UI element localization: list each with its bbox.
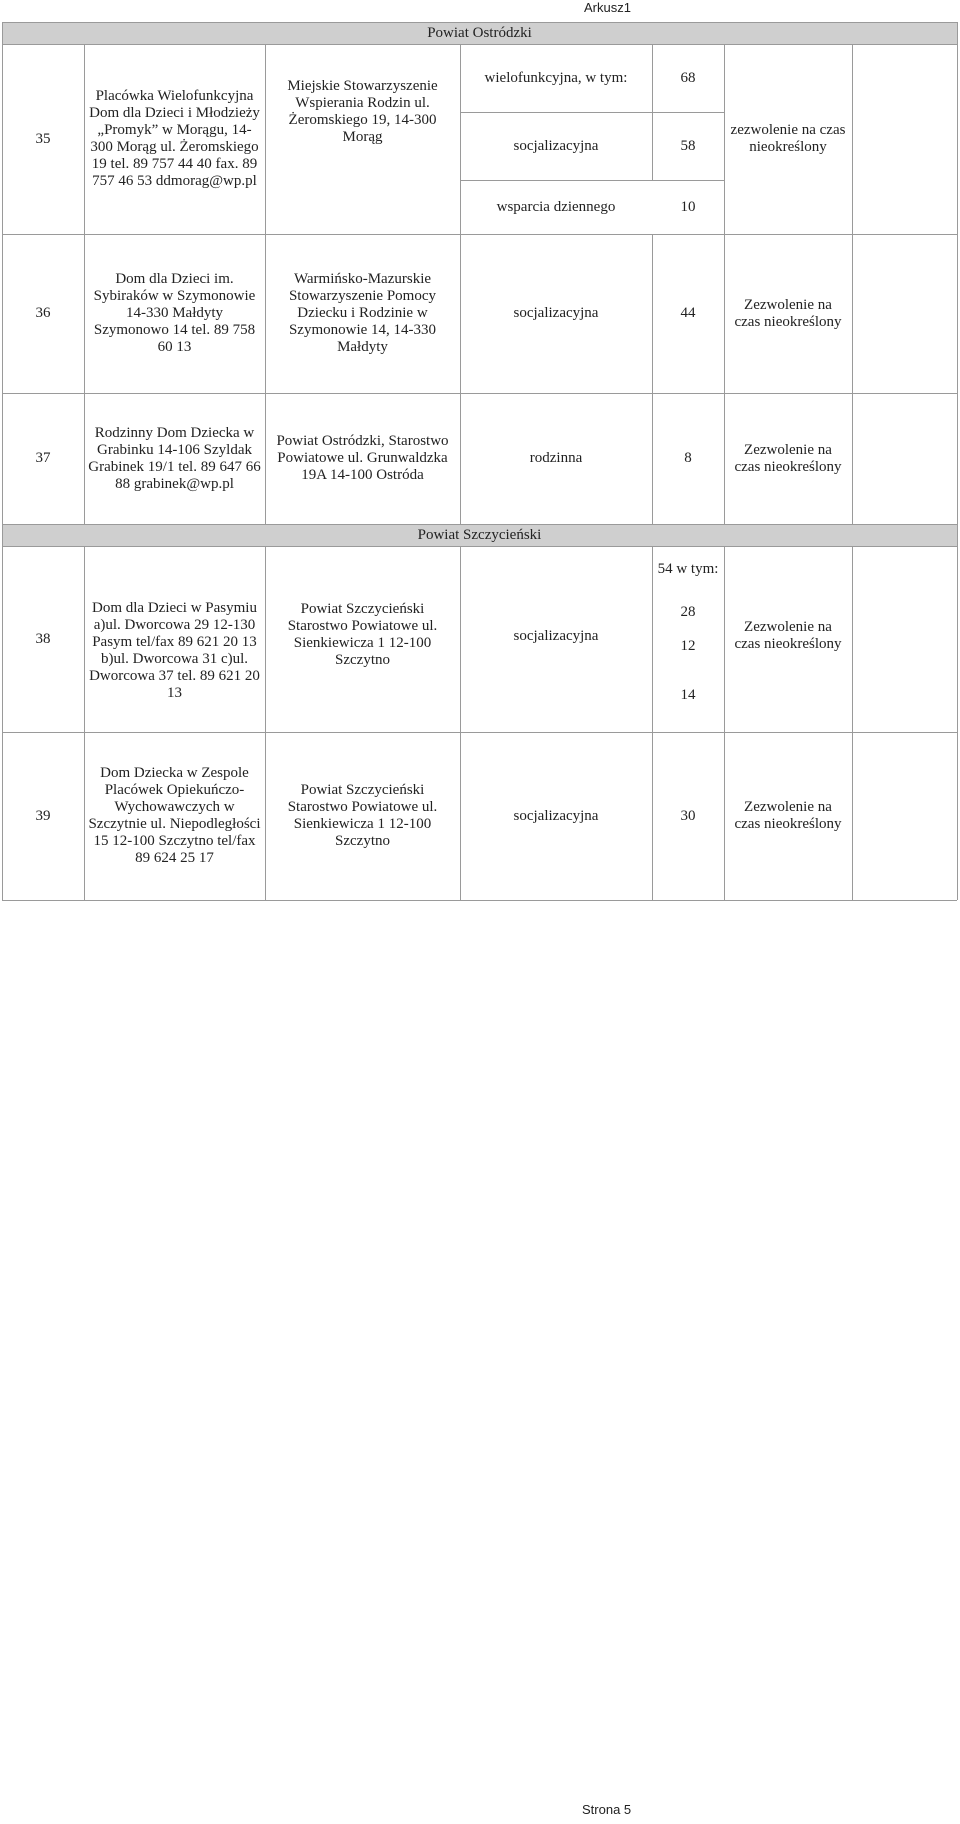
places-count: 68 [680, 69, 696, 86]
operator: Powiat Ostródzki, Starostwo Powiatowe ul. Grunwaldzka 19A 14-100 Ostróda [276, 433, 449, 483]
facility-type: socjalizacyjna [513, 807, 599, 824]
page-number: Strona 5 [582, 1802, 632, 1817]
facility-type: wsparcia dziennego [496, 198, 616, 215]
section-title: Powiat Ostródzki [427, 24, 532, 41]
permit-status: Zezwolenie na czas nieokreślony [734, 296, 842, 330]
facility-type: socjalizacyjna [513, 137, 599, 154]
operator: Powiat Szczycieński Starostwo Powiatowe ul. Sienkiewicza 1 12-100 Szczytno [287, 601, 438, 668]
row-number: 39 [35, 807, 51, 824]
permit-status: Zezwolenie na czas nieokreślony [734, 799, 842, 832]
facility-name: Placówka Wielofunkcyjna Dom dla Dzieci i Młodzieży „Promyk” w Morągu, 14- 300 Morąg ul. Żeromskiego 19 tel. 89 757 44 40 fax. 89 757 46 53 ddmorag@wp.pl [89, 88, 260, 189]
places-count: 12 [680, 637, 696, 654]
places-count: 14 [680, 686, 696, 703]
row-number: 37 [35, 450, 51, 466]
facility-type: wielofunkcyjna, w tym: [484, 69, 628, 86]
permit-status: Zezwolenie na czas nieokreślony [734, 441, 842, 475]
facility-name: Dom dla Dzieci w Pasymiu a)ul. Dworcowa 29 12-130 Pasym tel/fax 89 621 20 13 b)ul. Dworcowa 31 c)ul. Dworcowa 37 tel. 89 621 20 13 [89, 600, 260, 701]
sheet-name: Arkusz1 [584, 0, 631, 15]
row-number: 35 [35, 130, 51, 147]
places-count: 54 w tym: [657, 560, 719, 577]
permit-status: zezwolenie na czas nieokreślony [730, 122, 846, 155]
row-number: 36 [35, 305, 51, 321]
section-title: Powiat Szczycieński [417, 526, 542, 543]
operator: Miejskie Stowarzyszenie Wspierania Rodzin ul. Żeromskiego 19, 14-300 Morąg [287, 78, 438, 145]
facility-name: Dom dla Dzieci im. Sybiraków w Szymonowie 14-330 Małdyty Szymonowo 14 tel. 89 758 60 13 [93, 271, 256, 355]
facility-type: socjalizacyjna [513, 305, 599, 321]
places-count: 28 [680, 603, 696, 620]
places-count: 30 [680, 807, 696, 824]
operator: Powiat Szczycieński Starostwo Powiatowe ul. Sienkiewicza 1 12-100 Szczytno [287, 782, 438, 849]
facility-name: Rodzinny Dom Dziecka w Grabinku 14-106 Szyldak Grabinek 19/1 tel. 89 647 66 88 grabinek@wp.pl [88, 424, 261, 492]
facility-type: rodzinna [529, 450, 583, 466]
facility-type: socjalizacyjna [513, 627, 599, 644]
facility-name: Dom Dziecka w Zespole Placówek Opiekuńczo- Wychowawczych w Szczytnie ul. Niepodległości 15 12-100 Szczytno tel/fax 89 624 25 17 [88, 765, 261, 866]
places-count: 8 [684, 450, 692, 466]
places-count: 10 [680, 198, 696, 215]
places-count: 58 [680, 137, 696, 154]
row-number: 38 [35, 630, 51, 647]
places-count: 44 [680, 305, 696, 321]
operator: Warmińsko-Mazurskie Stowarzyszenie Pomocy Dziecku i Rodzinie w Szymonowie 14, 14-330 Małdyty [288, 271, 437, 355]
permit-status: Zezwolenie na czas nieokreślony [734, 619, 842, 652]
